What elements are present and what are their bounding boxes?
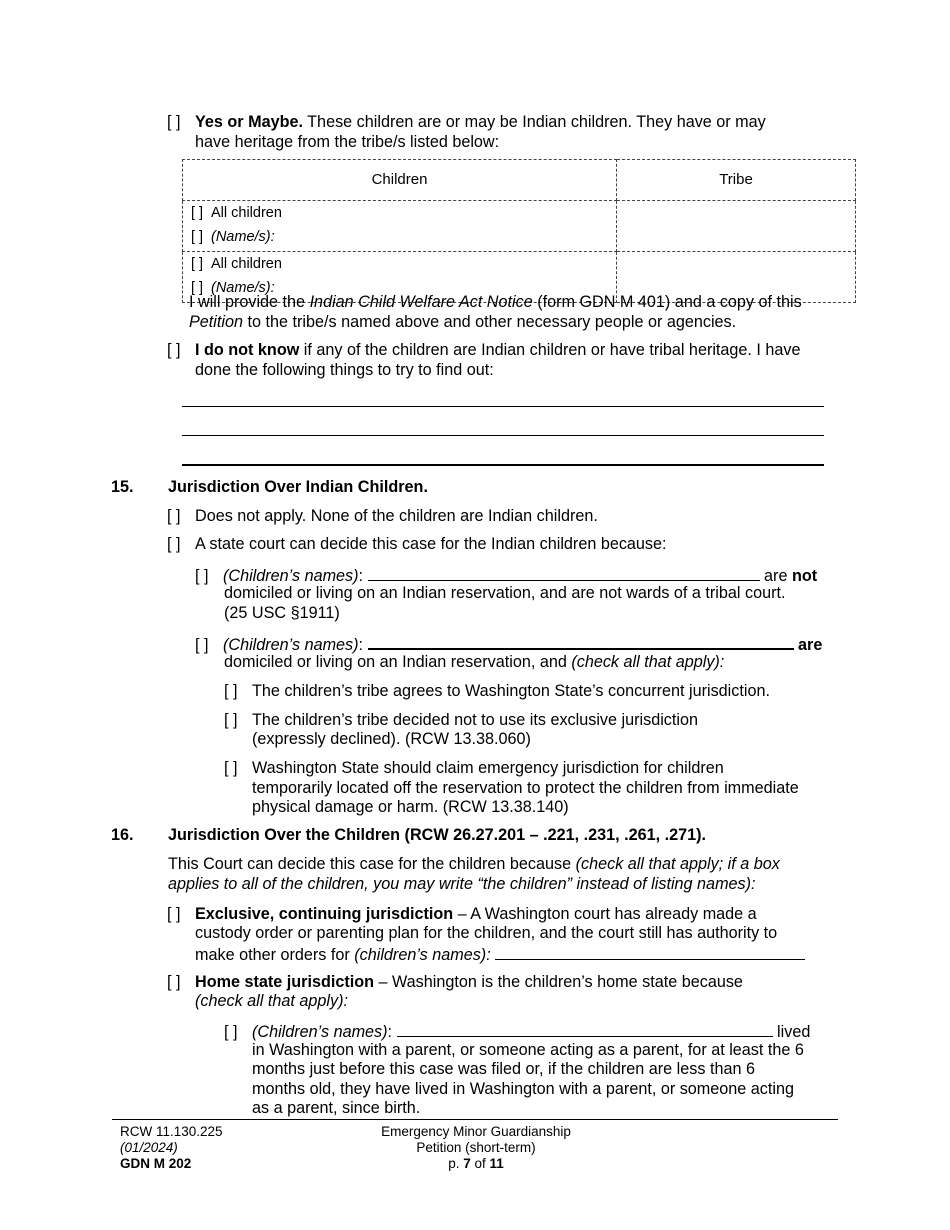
footer-page: p. 7 of 11 xyxy=(448,1156,504,1171)
checkbox[interactable]: [ ] xyxy=(195,567,209,585)
column-header-tribe: Tribe xyxy=(617,160,856,201)
tribes-table xyxy=(182,159,856,303)
checkbox[interactable]: [ ] xyxy=(191,229,204,245)
s15-check-emergency-3: physical damage or harm. (RCW 13.38.140) xyxy=(252,798,569,816)
answer-line[interactable] xyxy=(182,406,824,407)
s15-sub-domiciled: [ ] (Children’s names): are xyxy=(195,632,835,655)
section-16-number: 16. xyxy=(111,826,134,844)
footer-date: (01/2024) xyxy=(120,1140,178,1155)
tribe-cell[interactable] xyxy=(617,201,856,252)
names-label: (Name/s): xyxy=(211,280,275,296)
footer-title-1: Emergency Minor Guardianship xyxy=(381,1124,571,1139)
yes-maybe-text-2: have heritage from the tribe/s listed below: xyxy=(195,133,500,151)
s16-home-state-option: [ ] Home state jurisdiction – Washington is the children’s home state because xyxy=(167,973,743,991)
do-not-know-text-2: done the following things to try to find out: xyxy=(195,361,494,379)
yes-maybe-text: These children are or may be Indian children. They have or may xyxy=(302,113,766,131)
s15-check-declined: [ ] The children’s tribe decided not to use its exclusive jurisdiction xyxy=(224,711,698,729)
s15-sub-not-domiciled-2: domiciled or living on an Indian reservation, and are not wards of a tribal court. xyxy=(224,584,786,602)
checkbox[interactable]: [ ] xyxy=(167,973,181,991)
section-16-title: Jurisdiction Over the Children (RCW 26.27.201 – .221, .231, .261, .271). xyxy=(168,826,707,844)
s15-sub-not-domiciled-3: (25 USC §1911) xyxy=(224,604,340,622)
s16-home-state-sub-3: months just before this case was filed or, if the children are less than 6 xyxy=(252,1060,755,1078)
section-15-title: Jurisdiction Over Indian Children. xyxy=(168,478,428,496)
checkbox[interactable]: [ ] xyxy=(191,280,204,296)
checkbox[interactable]: [ ] xyxy=(167,905,181,923)
icwa-notice-line-1: I will provide the Indian Child Welfare Act Notice (form GDN M 401) and a copy of this xyxy=(189,293,802,311)
section-15-number: 15. xyxy=(111,478,134,496)
table-row xyxy=(183,201,856,252)
checkbox[interactable]: [ ] xyxy=(191,256,204,272)
s16-intro-2: applies to all of the children, you may write “the children” instead of listing names): xyxy=(168,875,756,893)
checkbox[interactable]: [ ] xyxy=(167,507,181,525)
s15-option-not-apply: [ ] Does not apply. None of the children are Indian children. xyxy=(167,507,598,525)
footer-left xyxy=(120,1124,223,1172)
footer-rule xyxy=(112,1119,838,1120)
footer-center xyxy=(326,1124,626,1172)
s15-check-emergency-2: temporarily located off the reservation to protect the children from immediate xyxy=(252,779,799,797)
footer-form-number: GDN M 202 xyxy=(120,1156,192,1171)
s15-sub-not-domiciled: [ ] (Children’s names): are not xyxy=(195,564,835,586)
s15-check-emergency: [ ] Washington State should claim emergency jurisdiction for children xyxy=(224,759,724,777)
footer-title-2: Petition (short-term) xyxy=(416,1140,536,1155)
s16-intro-1: This Court can decide this case for the children because (check all that apply; if a box xyxy=(168,855,780,873)
s15-option-state-court: [ ] A state court can decide this case for the Indian children because: xyxy=(167,535,667,553)
childrens-names-field[interactable] xyxy=(368,564,760,581)
s16-home-state-sub-4: months old, they have lived in Washington with a parent, or someone acting xyxy=(252,1080,794,1098)
checkbox[interactable]: [ ] xyxy=(167,341,181,359)
checkbox[interactable]: [ ] xyxy=(191,205,204,221)
checkbox[interactable]: [ ] xyxy=(224,711,238,729)
s16-home-state-sub-2: in Washington with a parent, or someone acting as a parent, for at least the 6 xyxy=(252,1041,804,1059)
checkbox[interactable]: [ ] xyxy=(224,759,238,777)
s16-home-state-sub: [ ] (Children’s names): lived xyxy=(224,1020,844,1042)
column-header-children: Children xyxy=(183,160,617,201)
names-label: (Name/s): xyxy=(211,229,275,245)
all-children-label: All children xyxy=(211,205,282,221)
checkbox[interactable]: [ ] xyxy=(195,636,209,654)
yes-maybe-option xyxy=(167,112,847,132)
do-not-know-option: [ ] I do not know if any of the children are Indian children or have tribal heritage. I have xyxy=(167,341,801,359)
s15-check-concurrent: [ ] The children’s tribe agrees to Washington State’s concurrent jurisdiction. xyxy=(224,682,770,700)
checkbox[interactable]: [ ] xyxy=(224,1023,238,1041)
s16-exclusive-3: make other orders for (children’s names): xyxy=(195,943,835,965)
checkbox[interactable]: [ ] xyxy=(167,113,181,131)
s16-home-state-2: (check all that apply): xyxy=(195,992,348,1010)
s16-exclusive-option: [ ] Exclusive, continuing jurisdiction – A Washington court has already made a xyxy=(167,905,757,923)
childrens-names-field[interactable] xyxy=(495,943,805,960)
s15-check-declined-2: (expressly declined). (RCW 13.38.060) xyxy=(252,730,531,748)
do-not-know-label: I do not know xyxy=(195,341,300,359)
s16-home-state-sub-5: as a parent, since birth. xyxy=(252,1099,421,1117)
answer-line[interactable] xyxy=(182,435,824,436)
icwa-notice-line-2: Petition to the tribe/s named above and other necessary people or agencies. xyxy=(189,313,737,331)
childrens-names-field[interactable] xyxy=(397,1020,773,1037)
s16-exclusive-2: custody order or parenting plan for the children, and the court still has authority to xyxy=(195,924,778,942)
checkbox[interactable]: [ ] xyxy=(224,682,238,700)
checkbox[interactable]: [ ] xyxy=(167,535,181,553)
footer-rcw: RCW 11.130.225 xyxy=(120,1124,223,1139)
s15-sub-domiciled-2: domiciled or living on an Indian reservation, and (check all that apply): xyxy=(224,653,725,671)
answer-line[interactable] xyxy=(182,464,824,466)
yes-maybe-label: Yes or Maybe. xyxy=(195,113,303,131)
childrens-names-field[interactable] xyxy=(368,632,794,650)
all-children-label: All children xyxy=(211,256,282,272)
